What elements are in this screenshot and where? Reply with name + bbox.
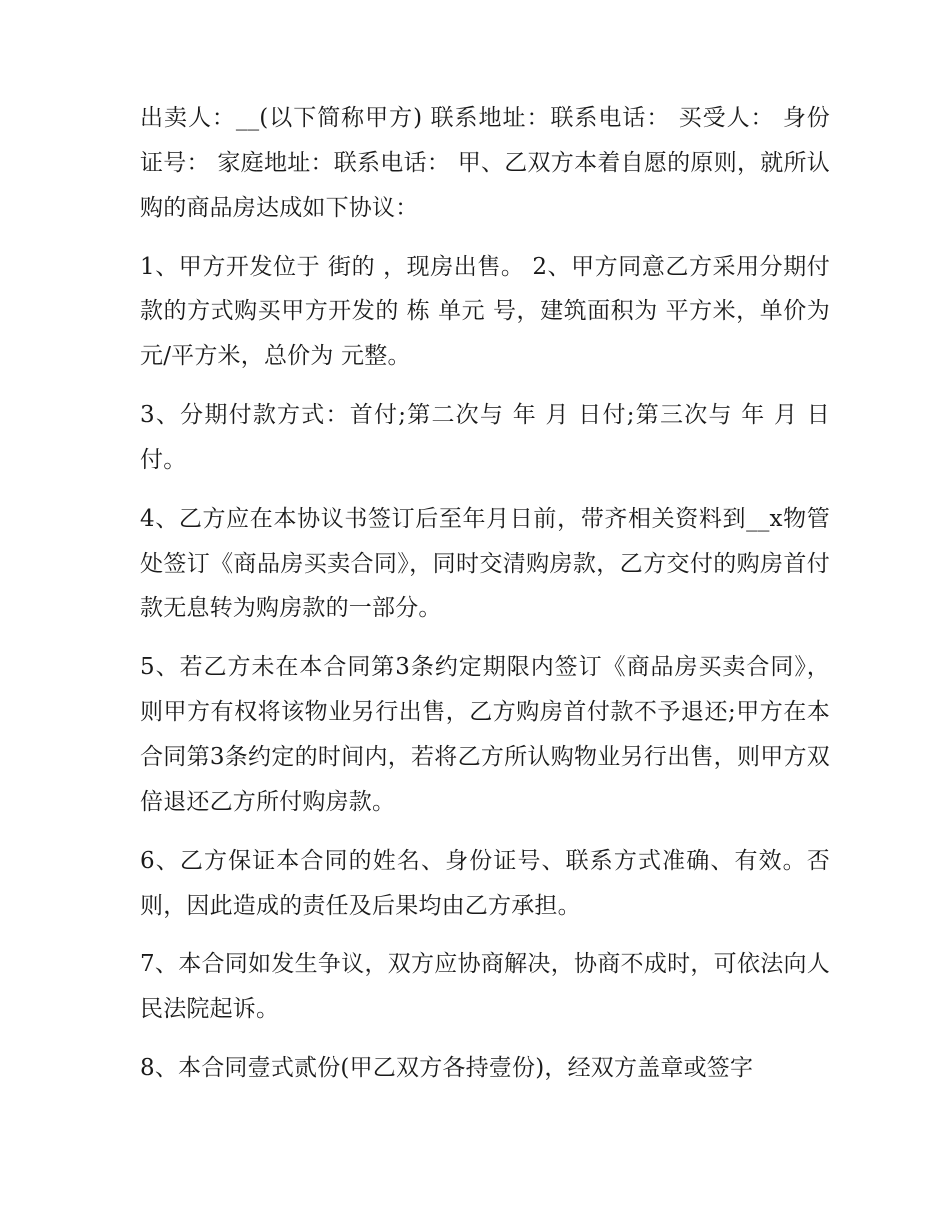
paragraph-clause-3: 3、分期付款方式：首付;第二次与 年 月 日付;第三次与 年 月 日付。 (140, 402, 830, 473)
paragraph-clause-5: 5、若乙方未在本合同第3条约定期限内签订《商品房买卖合同》，则甲方有权将该物业另行出售，乙方购房首付款不予退还;甲方在本合同第3条约定的时间内，若将乙方所认购物业另行出售，则甲方双倍退还乙方所付购房款。 (140, 654, 830, 815)
paragraph-clause-7: 7、本合同如发生争议，双方应协商解决，协商不成时，可依法向人民法院起诉。 (140, 951, 830, 1023)
paragraph-parties: 出卖人：__(以下简称甲方) 联系地址：联系电话： 买受人： 身份证号： 家庭地址：联系电话： 甲、乙双方本着自愿的原则，就所认购的商品房达成如下协议： (140, 105, 830, 221)
document-body (140, 96, 830, 1091)
paragraph-clause-1-2: 1、甲方开发位于 街的 ，现房出售。 2、甲方同意乙方采用分期付款的方式购买甲方开发的 栋 单元 号，建筑面积为 平方米，单价为 元/平方米，总价为 元整。 (140, 253, 830, 370)
paragraph-clause-4: 4、乙方应在本协议书签订后至年月日前，带齐相关资料到__x物管处签订《商品房买卖合同》，同时交清购房款，乙方交付的购房首付款无息转为购房款的一部分。 (140, 505, 830, 622)
paragraph-clause-6: 6、乙方保证本合同的姓名、身份证号、联系方式准确、有效。否则，因此造成的责任及后果均由乙方承担。 (140, 847, 830, 919)
paragraph-clause-8: 8、本合同壹式贰份(甲乙双方各持壹份)，经双方盖章或签字 (140, 1055, 754, 1082)
